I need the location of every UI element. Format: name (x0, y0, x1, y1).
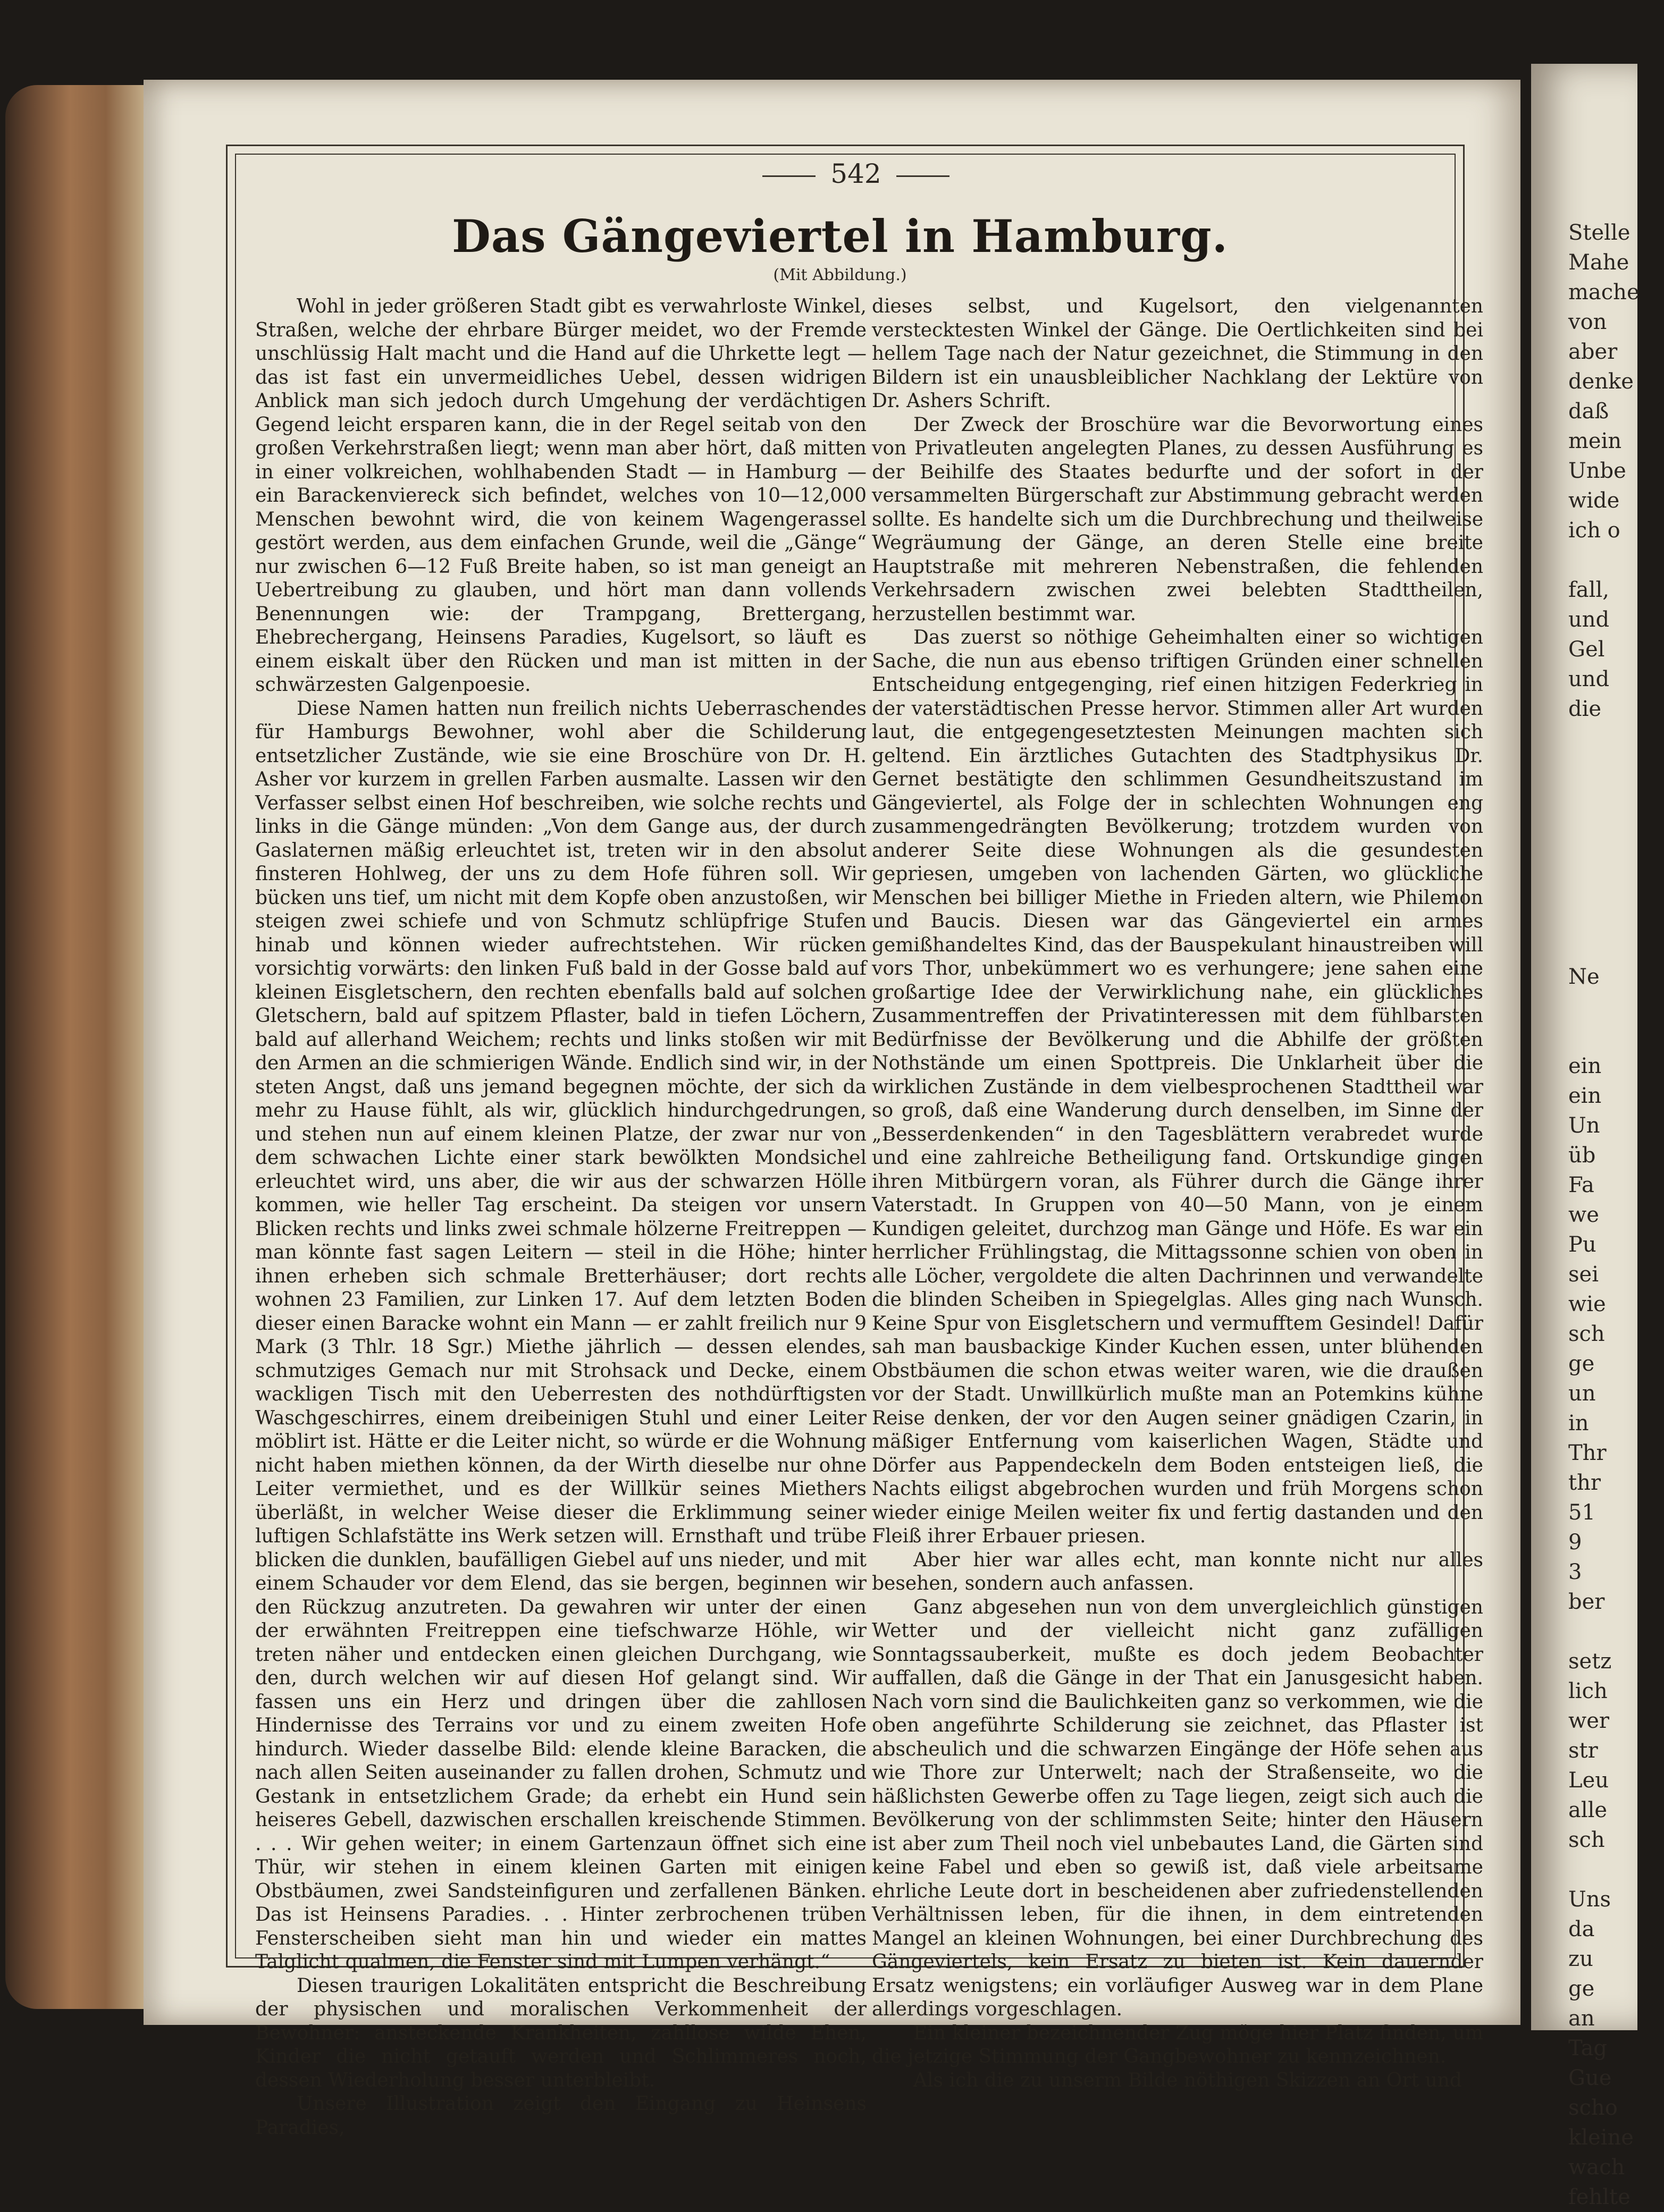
article-subtitle: (Mit Abbildung.) (773, 266, 907, 284)
page-number (744, 158, 968, 189)
paragraph: Als ich die zu unserm Bilde nöthigen Skizzen an Ort und (913, 2069, 1462, 2091)
paragraph: Das zuerst so nöthige Geheimhalten einer so wichtigen Sache, die nun aus ebenso triftigen Gründen einer schnellen Entscheidung entgegenging, rief einen hitzigen Federkrieg in der vaterstädtischen Presse hervor. Stimmen aller Art wurden laut, die entgegengesetztesten Meinungen machten sich geltend. Ein ärztliches Gutachten des Stadtphysikus Dr. Gernet bestätigte den schlimmen Gesundheitszustand im Gängeviertel, als Folge der in schlechten Wohnungen eng zusammengedrängten Bevölkerung; trotzdem wurden von anderer Seite diese Wohnungen als die gesundesten gepriesen, umgeben von lachenden Gärten, wo glückliche Menschen bei billiger Miethe in Frieden altern, wie Philemon und Baucis. Diesen war das Gängeviertel ein armes gemißhandeltes Kind, das der Bauspekulant hinaustreiben will vors Thor, unbekümmert wo es verhungere; jene sahen eine großartige Idee der Verwirklichung nahe, ein glückliches Zusammentreffen der Privatinteressen mit dem fühlbarsten Bedürfnisse der Bevölkerung und die Abhilfe der größten Nothstände um einen Spottpreis. Die Unklarheit über die wirklichen Zustände in dem vielbesprochenen Stadttheil war so groß, daß eine Wanderung durch denselben, im Sinne der „Besserdenkenden“ in den Tagesblättern verabredet wurde und eine zahlreiche Betheiligung fand. Ortskundige gingen ihren Mitbürgern voran, als Führer durch die Gänge ihrer Vaterstadt. In Gruppen von 40—50 Mann, von je einem Kundigen geleitet, durchzog man Gänge und Höfe. Es war ein herrlicher Frühlingstag, die Mittagssonne schien von oben in alle Löcher, vergoldete die alten Dachrinnen und verwandelte die blinden Scheiben in Spiegelglas. Alles ging nach Wunsch. Keine Spur von Eisgletschern und vermufftem Gesindel! Dafür sah man bausbackige Kinder Kuchen essen, unter blühenden Obstbäumen die schon etwas weiter waren, wie die draußen vor der Stadt. Unwillkürlich mußte man an Potemkins kühne Reise denken, der vor den Augen seiner gnädigen Czarin, in mäßiger Entfernung vom kaiserlichen Wagen, Städte und Dörfer aus Pappendeckeln dem Boden entsteigen ließ, die Nachts eiligst abgebrochen wurden und früh Morgens schon wieder einige Meilen weiter fix und fertig dastanden und den Fleiß ihrer Erbauer priesen. (872, 627, 1483, 1547)
paragraph: Diesen traurigen Lokalitäten entspricht die Beschreibung der physischen und moralischen Verkommenheit der Bewohner: ansteckende Krankheiten, zahllose wilde Ehen, Kinder die nicht getauft werden und Schlimmeres noch, dessen Wiederholung besser unterbleibt. (255, 1974, 867, 2091)
paragraph: Ganz abgesehen nun von dem unvergleichlich günstigen Wetter und der vielleicht nicht ganz zufälligen Sonntagssauberkeit, mußte es doch jedem Beobachter auffallen, daß die Gänge in der That ein Janusgesicht haben. Nach vorn sind die Baulichkeiten ganz so verkommen, wie die oben angeführte Schilderung sie zeichnet, das Pflaster ist abscheulich und die schwarzen Eingänge der Höfe sehen aus wie Thore zur Unterwelt; nach der Straßenseite, wo die häßlichsten Gewerbe offen zu Tage liegen, zeigt sich auch die Bevölkerung von der schlimmsten Seite; hinter den Häusern ist aber zum Theil noch viel unbebautes Land, die Gärten sind keine Fabel und eben so gewiß ist, daß viele arbeitsame ehrliche Leute dort in bescheidenen aber zufriedenstellenden Verhältnissen leben, für die ihnen, in dem eintretenden Mangel an kleinen Wohnungen, bei einer Durchbrechung des Gängeviertels, kein Ersatz zu bieten ist. Kein dauernder Ersatz wenigstens; ein vorläufiger Ausweg war in dem Plane allerdings vorgeschlagen. (872, 1596, 1483, 2020)
adjacent-page (1531, 64, 1640, 2209)
article-title: Das Gängeviertel in Hamburg. (452, 210, 1228, 263)
paragraph: Diese Namen hatten nun freilich nichts Ueberraschendes für Hamburgs Bewohner, wohl aber die Schilderung entsetzlicher Zustände, wie sie eine Broschüre von Dr. H. Asher vor kurzem in grellen Farben ausmalte. Lassen wir den Verfasser selbst einen Hof beschreiben, wie solche rechts und links in die Gänge münden: „Von dem Gange aus, der durch Gaslaternen mäßig erleuchtet ist, treten wir in den absolut finsteren Hohlweg, der uns zu dem Hofe führen soll. Wir bücken uns tief, um nicht mit dem Kopfe oben anzustoßen, wir steigen zwei schiefe und von Schmutz schlüpfrige Stufen hinab und können wieder aufrechtstehen. Wir rücken vorsichtig vorwärts: den linken Fuß bald in der Gosse bald auf kleinen Eisgletschern, den rechten ebenfalls bald auf solchen Gletschern, bald auf spitzem Pflaster, bald in tiefen Löchern, bald auf allerhand Weichem; rechts und links stoßen wir mit den Armen an die schmierigen Wände. Endlich sind wir, in der steten Angst, daß uns jemand begegnen möchte, der sich da mehr zu Hause fühlt, als wir, glücklich hindurchgedrungen, und stehen nun auf einem kleinen Platze, der zwar nur von dem schwachen Lichte einer stark bewölkten Mondsichel erleuchtet wird, uns aber, die wir aus der schwarzen Hölle kommen, wie heller Tag erscheint. Da steigen vor unsern Blicken rechts und links zwei schmale hölzerne Freitreppen — man könnte fast sagen Leitern — steil in die Höhe; hinter ihnen erheben sich schmale Bretterhäuser; dort rechts wohnen 23 Familien, zur Linken 17. Auf dem letzten Boden dieser einen Baracke wohnt ein Mann — er zahlt freilich nur 9 Mark (3 Thlr. 18 Sgr.) Miethe jährlich — dessen elendes, schmutziges Gemach nur mit Strohsack und Decke, einem wackligen Tisch mit den Ueberresten des nothdürftigsten Waschgeschirres, einem dreibeinigen Stuhl und einer Leiter möblirt ist. Hätte er die Leiter nicht, so würde er die Wohnung nicht haben miethen können, da der Wirth dieselbe nur ohne Leiter vermiethet, und es der Willkür seines Miethers überläßt, in welcher Weise dieser die Erklimmung seiner luftigen Schlafstätte ins Werk setzen will. Ernsthaft und trübe blicken die dunklen, baufälligen Giebel auf uns nieder, und mit einem Schauder vor dem Elend, das sie bergen, beginnen wir den Rückzug anzutreten. Da gewahren wir unter der einen der erwähnten Freitreppen eine tiefschwarze Höhle, wir treten näher und entdecken einen gleichen Durchgang, wie den, durch welchen wir auf diesen Hof gelangt sind. Wir fassen uns ein Herz und dringen über die zahllosen Hindernisse des Terrains vor und zu einem zweiten Hofe hindurch. Wieder dasselbe Bild: elende kleine Baracken, die nach allen Seiten auseinander zu fallen drohen, Schmutz und Gestank in entsetzlichem Grade; da erhebt ein Hund sein heiseres Gebell, dazwischen erschallen kreischende Stimmen. . . . Wir gehen weiter; in einem Gartenzaun öffnet sich eine Thür, wir stehen in einem kleinen Garten mit einigen Obstbäumen, zwei Sandsteinfiguren und zerfallenen Bänken. Das ist Heinsens Paradies. . . Hinter zerbrochenen trüben Fensterscheiben sieht man hin und wieder ein mattes Talglicht qualmen, die Fenster sind mit Lumpen verhängt.“ (255, 697, 867, 1973)
adjacent-page-text: Stelle Mahe mache von aber denke daß mein Unbe wide ich o fall, und Gel und die Ne ein ein Un üb Fa we Pu sei wie sch ge un in Thr thr 51 9 3 ber setz lich wer str Leu alle sch Uns da zu ge an Tag Gue scho kleine wach fehlte (1568, 221, 1640, 2209)
paragraph: Ein kleiner bezeichnender Zug möge hier Platz finden, um die jetzige Stimmung der Gangbewohner zu kennzeichnen. (872, 2022, 1483, 2067)
paragraph: Wohl in jeder größeren Stadt gibt es verwahrloste Winkel, Straßen, welche der ehrbare Bürger meidet, wo der Fremde unschlüssig Halt macht und die Hand auf die Uhrkette legt — das ist fast ein unvermeidliches Uebel, dessen widrigen Anblick man sich jedoch durch Umgehung der verdächtigen Gegend leicht ersparen kann, die in der Regel seitab von den großen Verkehrstraßen liegt; wenn man aber hört, daß mitten in einer volkreichen, wohlhabenden Stadt — in Hamburg — ein Barackenviereck sich befindet, welches von 10—12,000 Menschen bewohnt wird, die von keinem Wagengerassel gestört werden, aus dem einfachen Grunde, weil die „Gänge“ nur zwischen 6—12 Fuß Breite haben, so ist man geneigt an Uebertreibung zu glauben, und hört man dann vollends Benennungen wie: der Trampgang, Brettergang, Ehebrechergang, Heinsens Paradies, Kugelsort, so läuft es einem eiskalt über den Rücken und man ist mitten in der schwärzesten Galgenpoesie. (255, 296, 867, 696)
paragraph: Unsere Illustration zeigt den Eingang zu Heinsens Paradies, (255, 2093, 867, 2139)
book-edge (5, 85, 149, 2009)
paragraph: Aber hier war alles echt, man konnte nicht nur alles besehen, sondern auch anfassen. (872, 1549, 1483, 1594)
left-column (255, 295, 867, 2139)
page-number-rule-right (896, 175, 949, 177)
page-number-rule-left (762, 175, 816, 177)
page-number-text: 542 (830, 158, 881, 189)
paragraph: dieses selbst, und Kugelsort, den vielgenannten verstecktesten Winkel der Gänge. Die Oertlichkeiten sind bei hellem Tage nach der Natur gezeichnet, die Stimmung in den Bildern ist ein unausbleiblicher Nachklang der Lektüre von Dr. Ashers Schrift. (872, 296, 1483, 412)
right-column (872, 295, 1483, 2091)
paragraph: Der Zweck der Broschüre war die Bevorwortung eines von Privatleuten angelegten Planes, zu dessen Ausführung es der Beihilfe des Staates bedurfte und der sofort in der versammelten Bürgerschaft zur Abstimmung gebracht werden sollte. Es handelte sich um die Durchbrechung und theilweise Wegräumung der Gänge, an deren Stelle eine breite Hauptstraße mit mehreren Nebenstraßen, die fehlenden Verkehrsadern zwischen zwei belebten Stadttheilen, herzustellen bestimmt war. (872, 413, 1483, 625)
